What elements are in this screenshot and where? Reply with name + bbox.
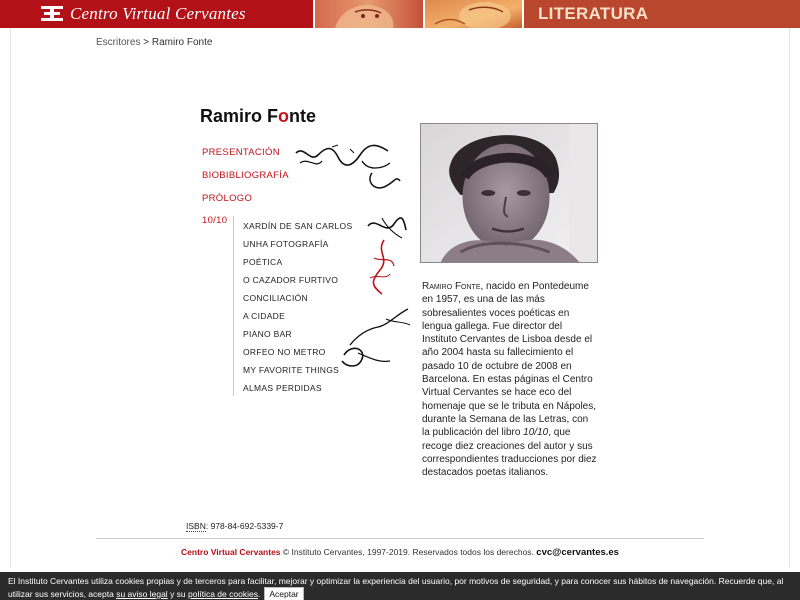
breadcrumb-current: Ramiro Fonte — [151, 37, 213, 48]
cookie-banner: El Instituto Cervantes utiliza cookies propias y de terceros para facilitar, mejorar y optimizar la experiencia del usuario, por motivos de seguridad, y para conocer sus hábitos de navegación. Recuerde que, al utilizar sus servicios, acepta su aviso legal y su política de cookies. Aceptar — [0, 572, 800, 600]
nav-link-book[interactable]: 10/10 — [202, 215, 228, 226]
footer-email-link[interactable]: cvc@cervantes.es — [536, 547, 619, 558]
footer-copyright: © Instituto Cervantes, 1997-2019. Reservados todos los derechos. — [280, 547, 537, 557]
poem-link[interactable]: PIANO BAR — [243, 329, 292, 339]
ink-drawing-decoration — [338, 305, 414, 371]
footer-brand-link[interactable]: Centro Virtual Cervantes — [181, 547, 281, 557]
page-border-left — [10, 28, 11, 568]
section-bar — [524, 0, 800, 28]
nav-link-presentacion[interactable]: PRESENTACIÓN — [202, 147, 280, 158]
poem-link[interactable]: MY FAVORITE THINGS — [243, 365, 340, 375]
poem-link[interactable]: ALMAS PERDIDAS — [243, 383, 322, 393]
header-banner-image — [425, 0, 522, 28]
poem-link[interactable]: XARDÍN DE SAN CARLOS — [243, 221, 353, 231]
breadcrumb-separator: > — [140, 37, 152, 48]
isbn-value: : 978-84-692-5339-7 — [205, 521, 284, 531]
poem-link[interactable]: CONCILIACIÓN — [243, 293, 308, 303]
poem-link[interactable]: O CAZADOR FURTIVO — [243, 275, 339, 285]
site-header — [0, 0, 800, 28]
poem-link[interactable]: POÉTICA — [243, 257, 283, 267]
author-biography: Ramiro Fonte, nacido en Pontedeume en 1957, es una de las más sobresalientes voces poéticas en lengua gallega. Fue director del Instituto Cervantes de Lisboa desde el año 2004 hasta su fallecimiento el pasado 10 de octubre de 2008 en Barcelona. En estas páginas el Centro Virtual Cervantes se hace eco del homenaje que se le tributa en Nápoles, durante la Semana de las Letras, con la publicación del libro 10/10, que recoge diez creaciones del autor y sus correspondientes traducciones por diez destacados poetas italianos. — [422, 281, 597, 479]
header-banner-image — [315, 0, 423, 28]
breadcrumb-link-escritores[interactable]: Escritores — [96, 37, 141, 48]
section-title: LITERATURA — [538, 4, 649, 23]
ink-drawing-decoration — [292, 141, 404, 197]
cookie-policy-link[interactable]: política de cookies — [188, 589, 258, 599]
bio-book-title: 10/10 — [523, 427, 549, 439]
brand-name: Centro Virtual Cervantes — [70, 4, 246, 23]
brand-link[interactable] — [0, 0, 313, 28]
poem-link[interactable]: A CIDADE — [243, 311, 286, 321]
isbn-label: ISBN — [186, 521, 206, 531]
nav-link-prologo[interactable]: PRÓLOGO — [202, 193, 253, 204]
red-ink-drawing-decoration — [366, 238, 398, 296]
poem-list-divider — [233, 216, 234, 396]
author-portrait — [420, 123, 598, 263]
page-border-right — [789, 28, 790, 568]
breadcrumb — [96, 37, 212, 48]
poem-link[interactable]: ORFEO NO METRO — [243, 347, 326, 357]
poem-link[interactable]: UNHA FOTOGRAFÍA — [243, 239, 329, 249]
isbn — [186, 521, 283, 531]
legal-notice-link[interactable]: su aviso legal — [116, 589, 168, 599]
title-accent-letter: o — [278, 106, 290, 126]
nav-link-biobibliografia[interactable]: BIOBIBLIOGRAFÍA — [202, 170, 289, 181]
bio-author-name: Ramiro Fonte — [422, 281, 481, 292]
cervantes-logo-icon — [40, 5, 64, 23]
accept-cookies-button[interactable]: Aceptar — [264, 587, 303, 600]
footer-divider — [96, 538, 704, 539]
site-footer — [0, 547, 800, 558]
page-title: Ramiro Fonte — [200, 106, 317, 126]
